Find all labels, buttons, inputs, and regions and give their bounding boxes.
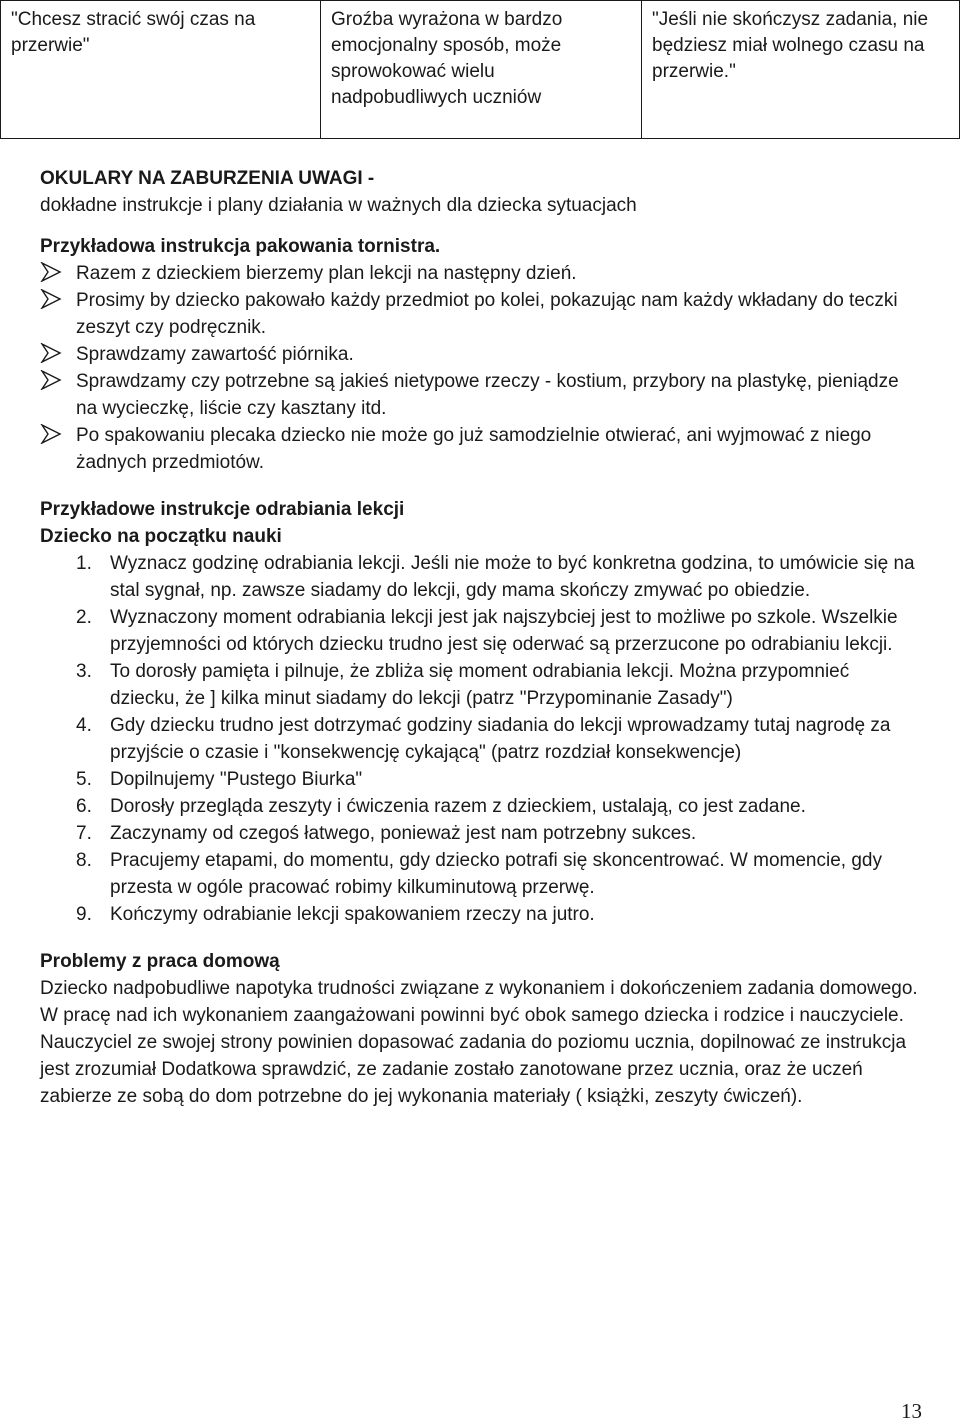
item-number: 9. (76, 904, 92, 925)
packing-list (40, 260, 920, 476)
problems-paragraph-1: Dziecko nadpobudliwe napotyka trudności związane z wykonaniem i dokończeniem zadania domowego. (40, 978, 918, 999)
table-cell-comment: Groźba wyrażona w bardzo emocjonalny sposób, może sprowokować wielu nadpobudliwych uczniów (321, 1, 642, 139)
table-row (1, 1, 960, 139)
item-text: Dopilnujemy "Pustego Biurka" (110, 769, 363, 790)
list-item (40, 793, 920, 820)
item-number: 7. (76, 823, 92, 844)
list-item: Po spakowaniu plecaka dziecko nie może go już samodzielnie otwierać, ani wyjmować z niego żadnych przedmiotów. (40, 422, 920, 476)
list-item (40, 658, 920, 712)
list-item (40, 847, 920, 901)
problems-heading: Problemy z praca domową (40, 951, 280, 972)
arrow-bullet-icon (40, 424, 62, 444)
item-number: 3. (76, 661, 92, 682)
section-subtitle-glasses: dokładne instrukcje i plany działania w ważnych dla dziecka sytuacjach (40, 195, 637, 216)
homework-subheading: Dziecko na początku nauki (40, 526, 282, 547)
list-item: Razem z dzieckiem bierzemy plan lekcji na następny dzień. (40, 260, 920, 287)
item-number: 1. (76, 553, 92, 574)
list-item (40, 712, 920, 766)
list-item: Sprawdzamy czy potrzebne są jakieś nietypowe rzeczy - kostium, przybory na plastykę, pieniądze na wycieczkę, liście czy kasztany itd. (40, 368, 920, 422)
list-item (40, 550, 920, 604)
item-text: Kończymy odrabianie lekcji spakowaniem rzeczy na jutro. (110, 904, 595, 925)
page-number: 13 (901, 1399, 922, 1423)
item-number: 8. (76, 850, 92, 871)
item-text: Zaczynamy od czegoś łatwego, ponieważ jest nam potrzebny sukces. (110, 823, 697, 844)
homework-list (40, 550, 920, 928)
section-title-glasses: OKULARY NA ZABURZENIA UWAGI - (40, 168, 375, 189)
arrow-bullet-icon (40, 262, 62, 282)
threat-table (0, 0, 960, 139)
item-text: Gdy dziecku trudno jest dotrzymać godziny siadania do lekcji wprowadzamy tutaj nagrodę za przyjście o czasie i "konsekwencję cykającą" (patrz rozdział konsekwencje) (110, 715, 891, 763)
item-text: To dorosły pamięta i pilnuje, że zbliża się moment odrabiania lekcji. Można przypomnieć dziecku, że ] kilka minut siadamy do lekcji (patrz "Przypominanie Zasady") (110, 661, 850, 709)
packing-heading: Przykładowa instrukcja pakowania tornistra. (40, 236, 441, 257)
table-cell-phrase: "Chcesz stracić swój czas na przerwie" (1, 1, 321, 139)
homework-heading: Przykładowe instrukcje odrabiania lekcji (40, 499, 405, 520)
list-item (40, 901, 920, 928)
arrow-bullet-icon (40, 343, 62, 363)
item-text: Wyznacz godzinę odrabiania lekcji. Jeśli nie może to być konkretna godzina, to umówicie się na stal sygnał, np. zawsze siadamy do lekcji, gdy mama skończy zmywać po obiedzie. (110, 553, 915, 601)
table-cell-alternative: "Jeśli nie skończysz zadania, nie będziesz miał wolnego czasu na przerwie." (642, 1, 960, 139)
list-item: Sprawdzamy zawartość piórnika. (40, 341, 920, 368)
item-text: Pracujemy etapami, do momentu, gdy dziecko potrafi się skoncentrować. W momencie, gdy przesta w ogóle pracować robimy kilkuminutową przerwę. (110, 850, 882, 898)
main-content (40, 165, 920, 1110)
list-item: Prosimy by dziecko pakowało każdy przedmiot po kolei, pokazując nam każdy wkładany do teczki zeszyt czy podręcznik. (40, 287, 920, 341)
item-number: 2. (76, 607, 92, 628)
list-item (40, 820, 920, 847)
item-number: 4. (76, 715, 92, 736)
item-text: Dorosły przegląda zeszyty i ćwiczenia razem z dzieckiem, ustalają, co jest zadane. (110, 796, 806, 817)
item-number: 6. (76, 796, 92, 817)
arrow-bullet-icon (40, 289, 62, 309)
arrow-bullet-icon (40, 370, 62, 390)
item-number: 5. (76, 769, 92, 790)
list-item (40, 604, 920, 658)
problems-paragraph-2: W pracę nad ich wykonaniem zaangażowani powinni być obok samego dziecka i rodzice i nauczyciele. Nauczyciel ze swojej strony powinien dopasować zadania do poziomu ucznia, dopilnować ze instrukcja jest zrozumiał Dodatkowa sprawdzić, ze zadanie zostało zanotowane przez ucznia, oraz że uczeń zabierze ze sobą do dom potrzebne do jej wykonania materiały ( książki, zeszyty ćwiczeń). (40, 1005, 907, 1107)
list-item (40, 766, 920, 793)
item-text: Wyznaczony moment odrabiania lekcji jest jak najszybciej jest to możliwe po szkole. Wszelkie przyjemności od których dziecku trudno jest się oderwać są przerzucone po odrabianiu lekcji. (110, 607, 898, 655)
